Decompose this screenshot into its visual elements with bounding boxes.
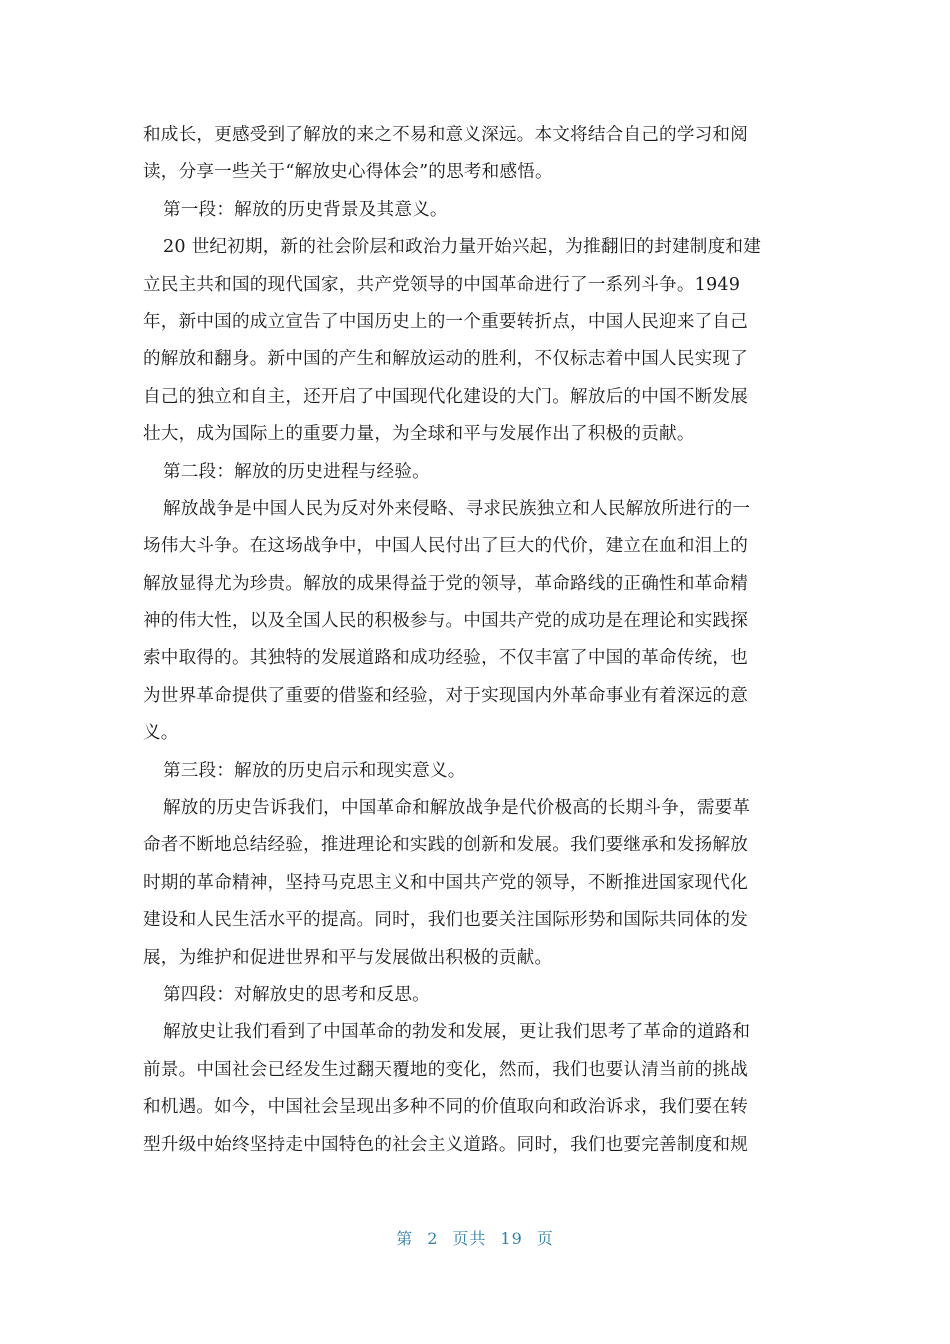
text-line: 前景。中国社会已经发生过翻天覆地的变化，然而，我们也要认清当前的挑战 (143, 1059, 748, 1080)
footer-suffix: 页 (536, 1229, 554, 1248)
text-line: 义。 (143, 723, 179, 744)
text-line: 型升级中始终坚持走中国特色的社会主义道路。同时，我们也要完善制度和规 (143, 1134, 748, 1155)
document-body (143, 117, 797, 1164)
footer-prefix: 第 (396, 1229, 414, 1248)
text-line: 建设和人民生活水平的提高。同时，我们也要关注国际形势和国际共同体的发 (143, 910, 748, 931)
text-line: 神的伟大性，以及全国人民的积极参与。中国共产党的成功是在理论和实践探 (143, 611, 748, 632)
text-line: 20 世纪初期，新的社会阶层和政治力量开始兴起，为推翻旧的封建制度和建 (163, 237, 761, 258)
text-line: 为世界革命提供了重要的借鉴和经验，对于实现国内外革命事业有着深远的意 (143, 685, 748, 706)
text-line: 解放战争是中国人民为反对外来侵略、寻求民族独立和人民解放所进行的一 (163, 498, 751, 519)
total-page-count: 19 (500, 1229, 523, 1248)
text-line: 第二段：解放的历史进程与经验。 (163, 461, 430, 482)
text-line: 和机遇。如今，中国社会呈现出多种不同的价值取向和政治诉求，我们要在转 (143, 1097, 748, 1118)
text-line: 和成长，更感受到了解放的来之不易和意义深远。本文将结合自己的学习和阅 (143, 125, 748, 145)
text-line: 命者不断地总结经验，推进理论和实践的创新和发展。我们要继承和发扬解放 (143, 835, 748, 856)
text-line: 解放的历史告诉我们，中国革命和解放战争是代价极高的长期斗争，需要革 (163, 798, 751, 819)
text-line: 自己的独立和自主，还开启了中国现代化建设的大门。解放后的中国不断发展 (143, 386, 748, 407)
text-line: 年，新中国的成立宣告了中国历史上的一个重要转折点，中国人民迎来了自己 (143, 311, 748, 332)
text-line: 解放显得尤为珍贵。解放的成果得益于党的领导，革命路线的正确性和革命精 (143, 573, 748, 594)
page-footer (0, 1226, 950, 1249)
text-line: 读，分享一些关于“解放史心得体会”的思考和感悟。 (143, 162, 553, 183)
text-line: 的解放和翻身。新中国的产生和解放运动的胜利，不仅标志着中国人民实现了 (143, 349, 748, 370)
text-line: 索中取得的。其独特的发展道路和成功经验，不仅丰富了中国的革命传统，也 (143, 648, 748, 669)
text-line: 立民主共和国的现代国家，共产党领导的中国革命进行了一系列斗争。1949 (143, 274, 741, 295)
text-line: 时期的革命精神，坚持马克思主义和中国共产党的领导，不断推进国家现代化 (143, 872, 748, 893)
text-line: 场伟大斗争。在这场战争中，中国人民付出了巨大的代价，建立在血和泪上的 (143, 536, 748, 557)
footer-middle: 页共 (452, 1229, 487, 1248)
text-line: 解放史让我们看到了中国革命的勃发和发展，更让我们思考了革命的道路和 (163, 1022, 751, 1043)
text-line: 第一段：解放的历史背景及其意义。 (163, 199, 448, 220)
text-line: 壮大，成为国际上的重要力量，为全球和平与发展作出了积极的贡献。 (143, 424, 695, 445)
text-line: 展，为维护和促进世界和平与发展做出积极的贡献。 (143, 947, 553, 968)
current-page-number: 2 (427, 1229, 439, 1248)
text-line: 第三段：解放的历史启示和现实意义。 (163, 760, 466, 781)
text-line: 第四段：对解放史的思考和反思。 (163, 984, 430, 1005)
